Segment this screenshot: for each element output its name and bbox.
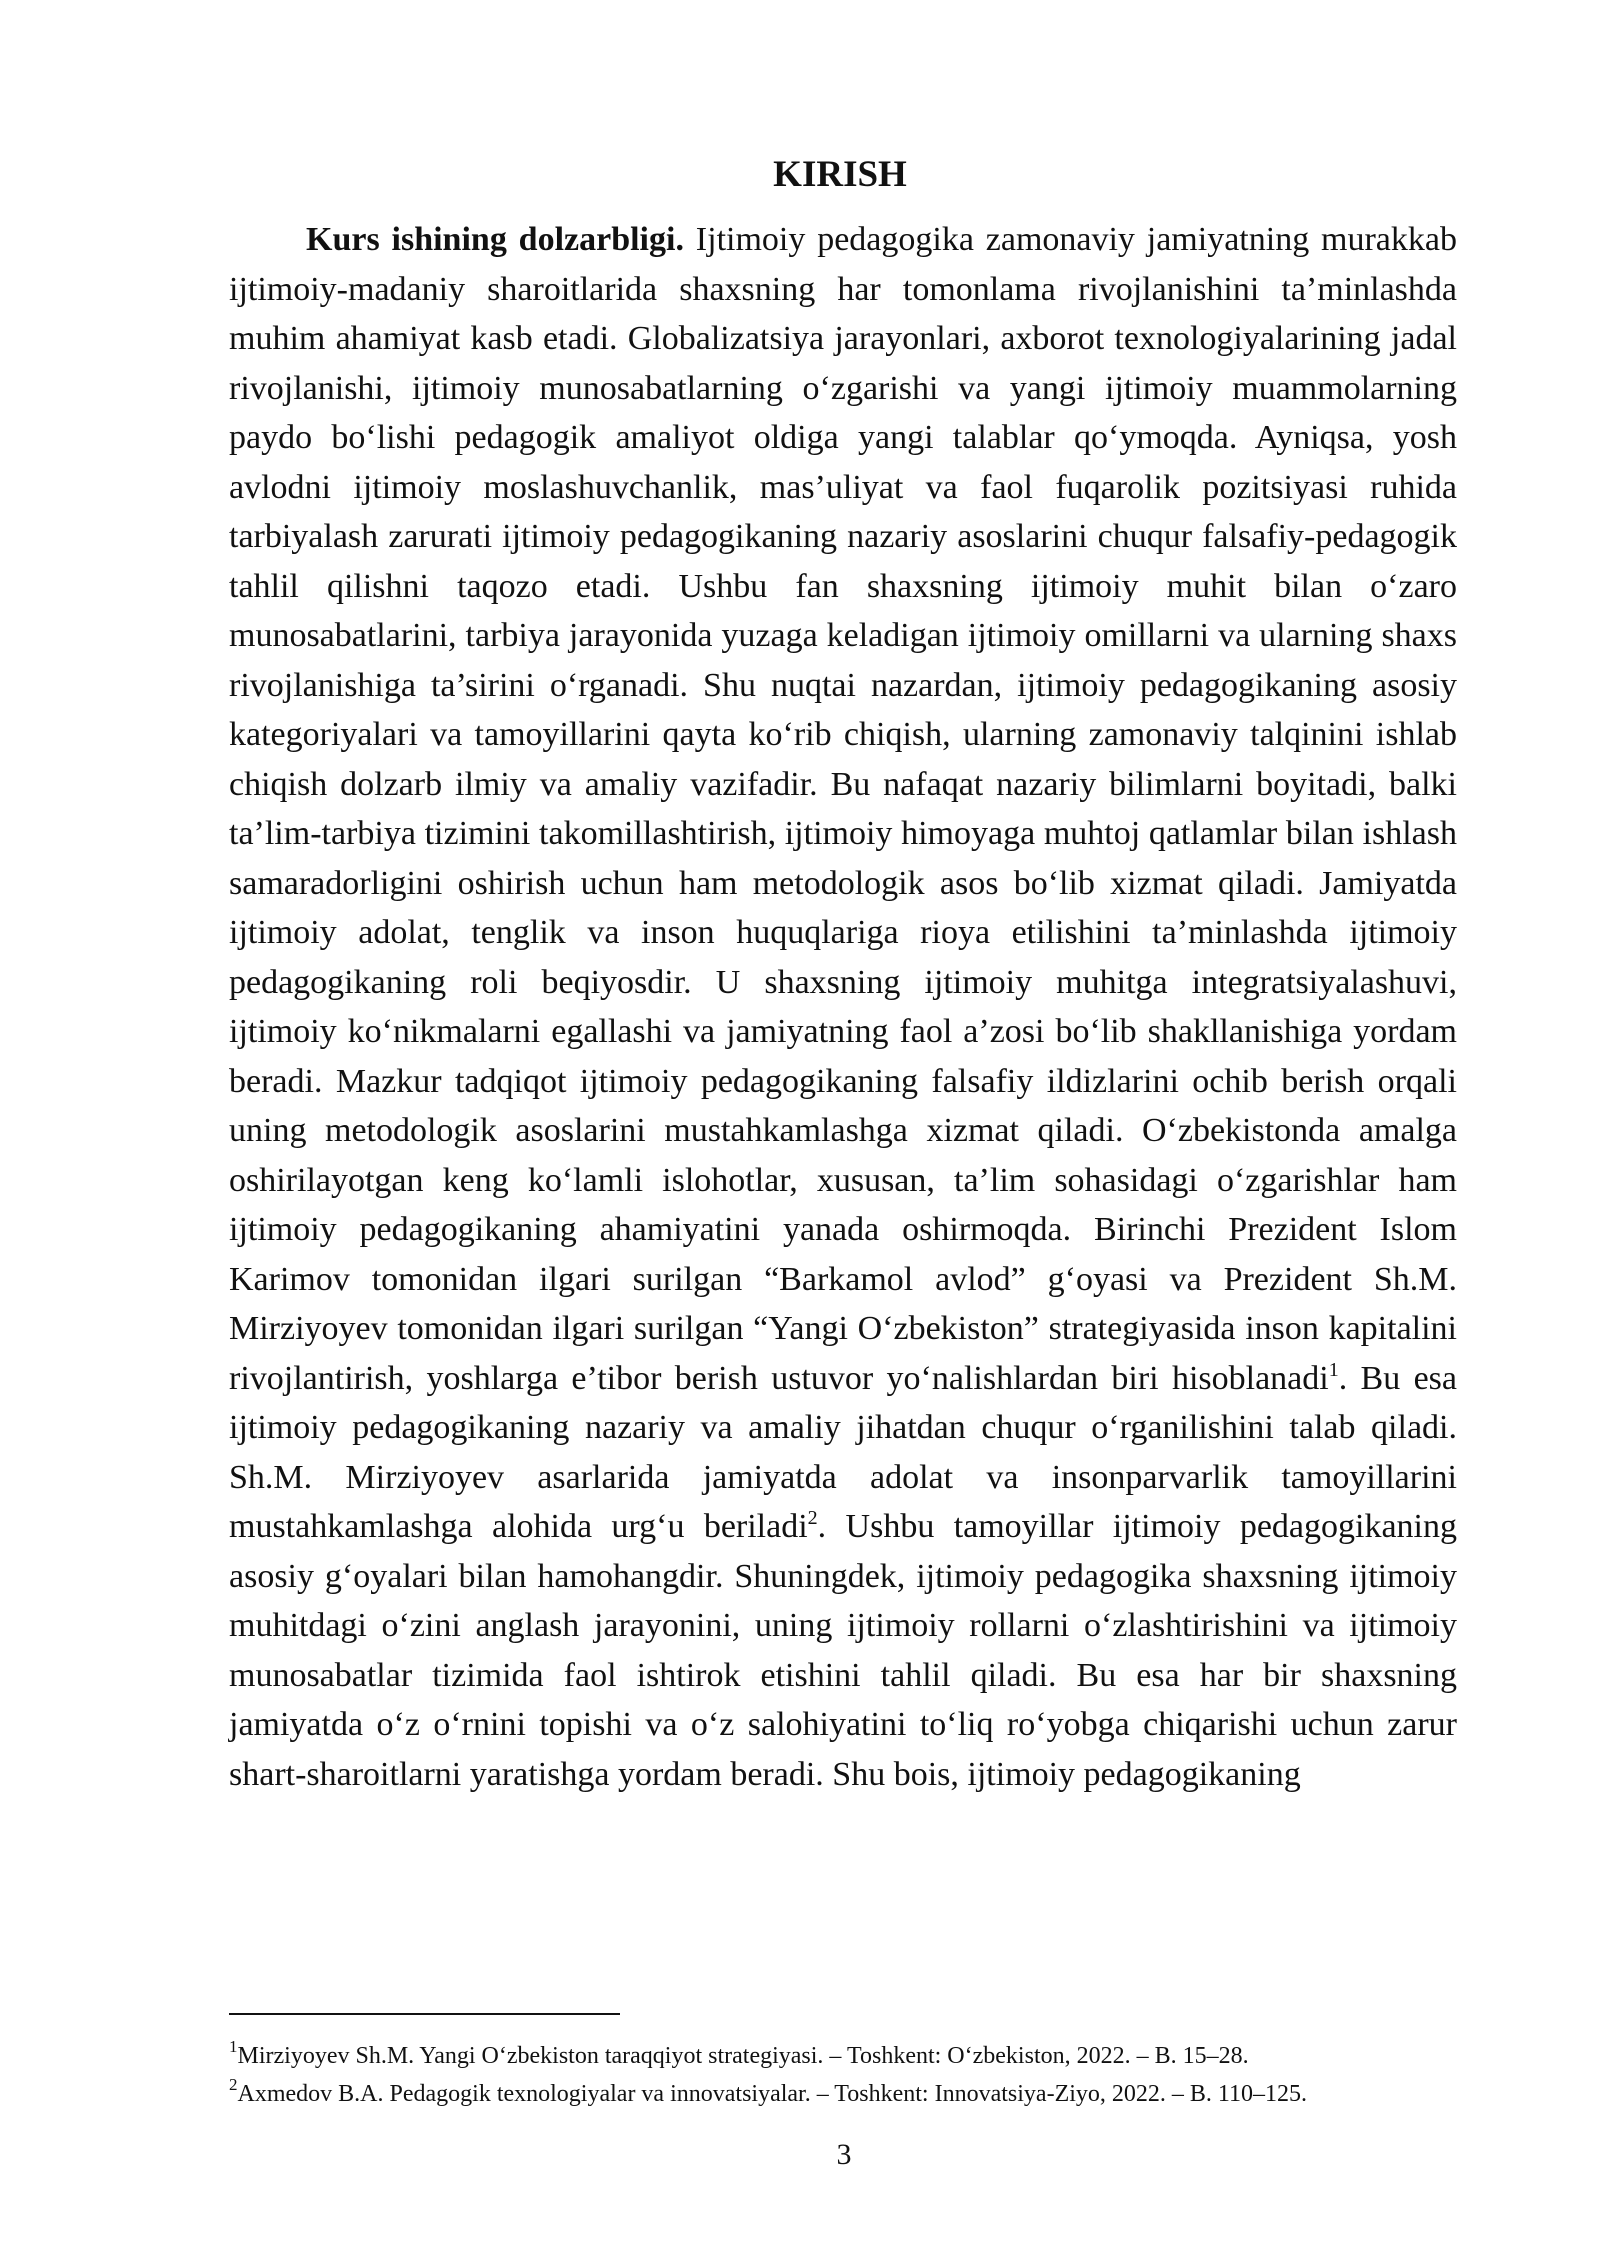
footnote-reference-1[interactable]: 1 (1328, 1358, 1339, 1381)
paragraph-text-part-2: . Bu esa ijtimoiy pedagogikaning nazariy va amaliy jihatdan chuqur o‘rganilishini talab qiladi. Sh.M. Mirziyoyev asarlarida jamiyatda adolat va insonparvarlik tamoyillarini mustahkamlashga alohida urg‘u beriladi (229, 1359, 1457, 1545)
paragraph-lead: Kurs ishining dolzarbligi. (306, 221, 684, 258)
footnote-1 (229, 2037, 1469, 2072)
footnote-separator (229, 2013, 620, 2015)
footnote-text: Mirziyoyev Sh.M. Yangi O‘zbekiston taraqqiyot strategiyasi. – Toshkent: O‘zbekiston, 2022. – B. 15–28. (237, 2043, 1249, 2069)
footnote-text: Axmedov B.A. Pedagogik texnologiyalar va innovatsiyalar. – Toshkent: Innovatsiya-Ziyo, 2022. – B. 110–125. (237, 2081, 1308, 2107)
section-heading: KIRISH (773, 154, 907, 195)
footnote-reference-2[interactable]: 2 (807, 1507, 818, 1529)
body-paragraph (229, 215, 1457, 1799)
page-number: 3 (836, 2138, 852, 2171)
footnote-number: 2 (229, 2075, 238, 2094)
paragraph-text-part-3: . Ushbu tamoyillar ijtimoiy pedagogikaning asosiy g‘oyalari bilan hamohangdir. Shuningdek, ijtimoiy pedagogika shaxsning ijtimoiy muhitdagi o‘zini anglash jarayonini, uning ijtimoiy rollarni o‘zlashtirishini va ijtimoiy munosabatlar tizimida faol ishtirok etishini tahlil qiladi. Bu esa har bir shaxsning jamiyatda o‘z o‘rnini topishi va o‘z salohiyatini to‘liq ro‘yobga chiqarishi uchun zarur shart-sharoitlarni yaratishga yordam beradi. Shu bois, ijtimoiy pedagogikaning (229, 1508, 1457, 1793)
footnote-number: 1 (229, 2037, 238, 2056)
footnote-2 (229, 2075, 1469, 2110)
paragraph-text-part-1: Ijtimoiy pedagogika zamonaviy jamiyatning murakkab ijtimoiy-madaniy sharoitlarida shaxsning har tomonlama rivojlanishini ta’minlashda muhim ahamiyat kasb etadi. Globalizatsiya jarayonlari, axborot texnologiyalarining jadal rivojlanishi, ijtimoiy munosabatlarning o‘zgarishi va yangi ijtimoiy muammolarning paydo bo‘lishi pedagogik amaliyot oldiga yangi talablar qo‘ymoqda. Ayniqsa, yosh avlodni ijtimoiy moslashuvchanlik, mas’uliyat va faol fuqarolik pozitsiyasi ruhida tarbiyalash zarurati ijtimoiy pedagogikaning nazariy asoslarini chuqur falsafiy-pedagogik tahlil qilishni taqozo etadi. Ushbu fan shaxsning ijtimoiy muhit bilan o‘zaro munosabatlarini, tarbiya jarayonida yuzaga keladigan ijtimoiy omillarni va ularning shaxs rivojlanishiga ta’sirini o‘rganadi. Shu nuqtai nazardan, ijtimoiy pedagogikaning asosiy kategoriyalari va tamoyillarini qayta ko‘rib chiqish, ularning zamonaviy talqinini ishlab chiqish dolzarb ilmiy va amaliy vazifadir. Bu nafaqat nazariy bilimlarni boyitadi, balki ta’lim-tarbiya tizimini takomillashtirish, ijtimoiy himoyaga muhtoj qatlamlar bilan ishlash samaradorligini oshirish uchun ham metodologik asos bo‘lib xizmat qiladi. Jamiyatda ijtimoiy adolat, tenglik va inson huquqlariga rioya etilishini ta’minlashda ijtimoiy pedagogikaning roli beqiyosdir. U shaxsning ijtimoiy muhitga integratsiyalashuvi, ijtimoiy ko‘nikmalarni egallashi va jamiyatning faol a’zosi bo‘lib shakllanishiga yordam beradi. Mazkur tadqiqot ijtimoiy pedagogikaning falsafiy ildizlarini ochib berish orqali uning metodologik asoslarini mustahkamlashga xizmat qiladi. O‘zbekistonda amalga oshirilayotgan keng ko‘lamli islohotlar, xususan, ta’lim sohasidagi o‘zgarishlar ham ijtimoiy pedagogikaning ahamiyatini yanada oshirmoqda. Birinchi Prezident Islom Karimov tomonidan ilgari surilgan “Barkamol avlod” g‘oyasi va Prezident Sh.M. Mirziyoyev tomonidan ilgari surilgan “Yangi O‘zbekiston” strategiyasida inson kapitalini rivojlantirish, yoshlarga e’tibor berish ustuvor yo‘nalishlardan biri hisoblanadi (229, 221, 1457, 1397)
